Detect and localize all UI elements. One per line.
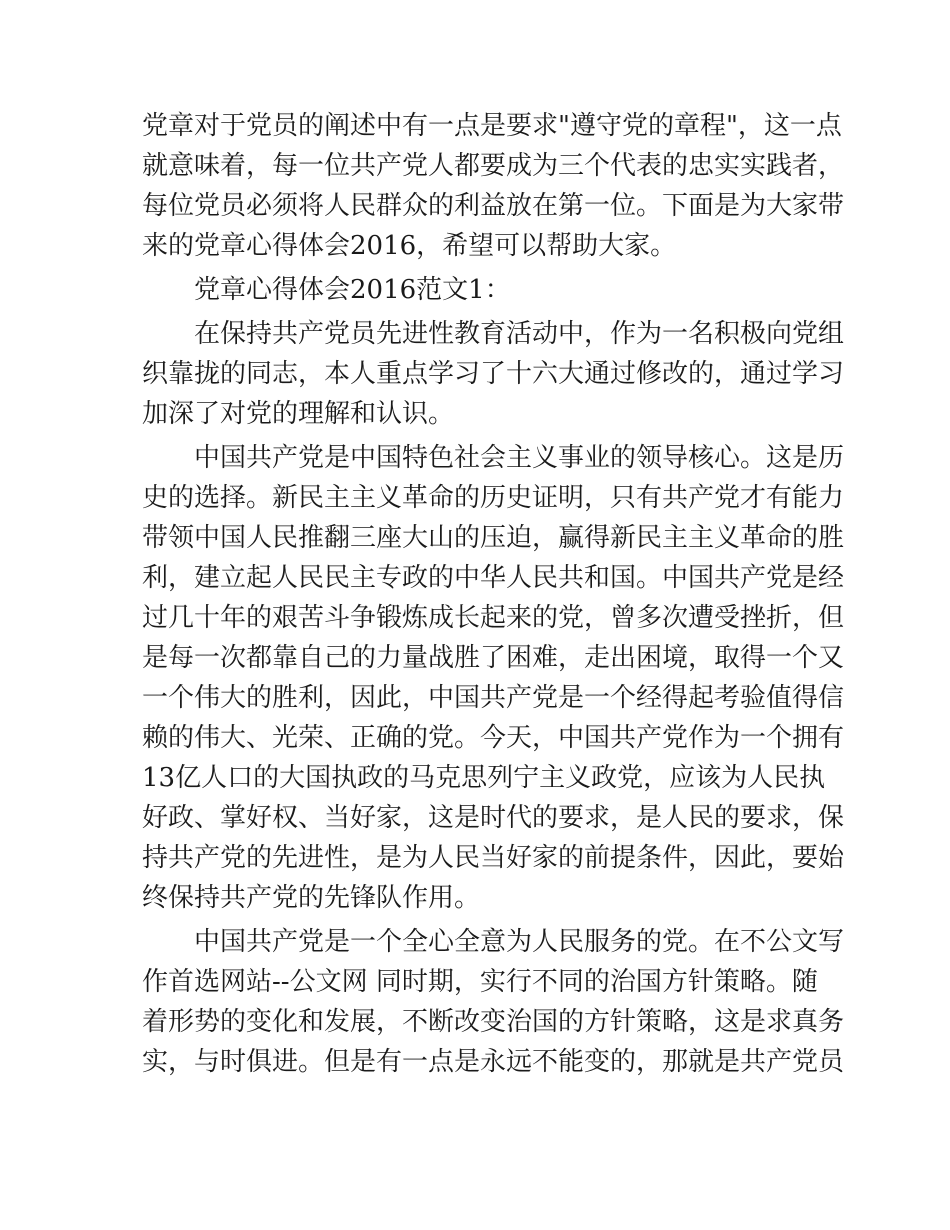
text-line: 中国共产党是中国特色社会主义事业的领导核心。这是历 — [194, 443, 845, 473]
text-line: 利，建立起人民民主专政的中华人民共和国。中国共产党是经 — [142, 563, 845, 593]
text-line: 在保持共产党员先进性教育活动中，作为一名积极向党组 — [194, 319, 845, 349]
text-line: 着形势的变化和发展，不断改变治国的方针策略，这是求真务 — [142, 1007, 845, 1037]
text-line: 终保持共产党的先锋队作用。 — [142, 883, 481, 913]
text-line: 带领中国人民推翻三座大山的压迫，赢得新民主主义革命的胜 — [142, 523, 845, 553]
text-line: 过几十年的艰苦斗争锻炼成长起来的党，曾多次遭受挫折，但 — [142, 603, 845, 633]
section-heading: 党章心得体会2016范文1： — [194, 275, 511, 305]
text-line: 好政、掌好权、当好家，这是时代的要求，是人民的要求，保 — [142, 803, 845, 833]
text-line: 每位党员必须将人民群众的利益放在第一位。下面是为大家带 — [142, 191, 845, 221]
text-line: 一个伟大的胜利，因此，中国共产党是一个经得起考验值得信 — [142, 683, 845, 713]
text-line: 实，与时俱进。但是有一点是永远不能变的，那就是共产党员 — [142, 1047, 845, 1077]
paragraph-3 — [142, 922, 845, 1082]
paragraph-1 — [142, 314, 845, 434]
text-line: 作首选网站--公文网 同时期，实行不同的治国方针策略。随 — [142, 967, 818, 997]
text-line: 来的党章心得体会2016，希望可以帮助大家。 — [142, 231, 677, 261]
text-line: 赖的伟大、光荣、正确的党。今天，中国共产党作为一个拥有 — [142, 723, 845, 753]
text-line: 加深了对党的理解和认识。 — [142, 399, 455, 429]
text-line: 13亿人口的大国执政的马克思列宁主义政党，应该为人民执 — [142, 763, 826, 793]
text-line: 是每一次都靠自己的力量战胜了困难，走出困境，取得一个又 — [142, 643, 845, 673]
document-body — [142, 106, 845, 1082]
text-line: 史的选择。新民主主义革命的历史证明，只有共产党才有能力 — [142, 483, 845, 513]
text-line: 织靠拢的同志，本人重点学习了十六大通过修改的，通过学习 — [142, 359, 845, 389]
intro-paragraph — [142, 106, 845, 266]
paragraph-2 — [142, 438, 845, 918]
text-line: 中国共产党是一个全心全意为人民服务的党。在不公文写 — [194, 927, 845, 957]
text-line: 持共产党的先进性，是为人民当好家的前提条件，因此，要始 — [142, 843, 845, 873]
text-line: 就意味着，每一位共产党人都要成为三个代表的忠实实践者， — [142, 151, 845, 181]
text-line: 党章对于党员的阐述中有一点是要求"遵守党的章程"，这一点 — [142, 111, 842, 141]
